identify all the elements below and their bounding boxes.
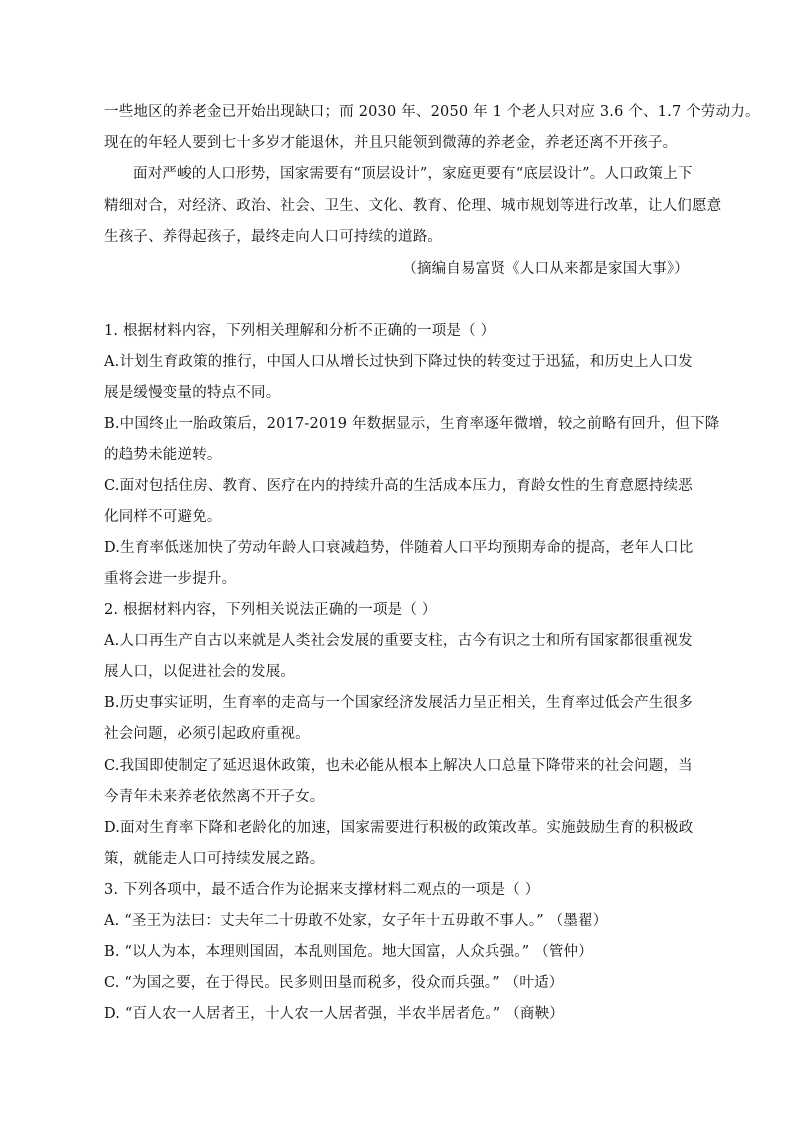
option-line: 重将会进一步提升。	[104, 571, 237, 587]
question-stem: 1. 根据材料内容，下列相关理解和分析不正确的一项是（ ）	[104, 323, 496, 339]
option-line: 的趋势未能逆转。	[104, 447, 222, 463]
passage-line: 一些地区的养老金已开始出现缺口；而 2030 年、2050 年 1 个老人只对应 3.6 个、1.7 个劳动力。	[104, 104, 760, 120]
passage-paragraph-start: 面对严峻的人口形势，国家需要有“顶层设计”，家庭更要有“底层设计”。人口政策上下	[133, 166, 693, 182]
option-line: 今青年未来养老依然离不开子女。	[104, 789, 325, 805]
option-line: C.我国即使制定了延迟退休政策，也未必能从根本上解决人口总量下降带来的社会问题，当	[104, 758, 693, 774]
option-line: 展是缓慢变量的特点不同。	[104, 385, 281, 401]
option-line: A.计划生育政策的推行，中国人口从增长过快到下降过快的转变过于迅猛，和历史上人口发	[104, 354, 693, 370]
option-line: 社会问题，必须引起政府重视。	[104, 726, 310, 742]
passage-line: 精细对合，对经济、政治、社会、卫生、文化、教育、伦理、城市规划等进行改革，让人们愿意	[104, 198, 722, 214]
question-stem: 3. 下列各项中，最不适合作为论据来支撑材料二观点的一项是（ ）	[104, 882, 540, 898]
option-line: B. “以人为本，本理则国固，本乱则国危。地大国富，人众兵强。” （管仲）	[104, 944, 593, 960]
option-line: 展人口，以促进社会的发展。	[104, 664, 296, 680]
option-line: 化同样不可避免。	[104, 509, 222, 525]
passage-line: 现在的年轻人要到七十多岁才能退休，并且只能领到微薄的养老金，养老还离不开孩子。	[104, 135, 678, 151]
option-line: A. “圣王为法曰：丈夫年二十毋敢不处家，女子年十五毋敢不事人。” （墨翟）	[104, 913, 608, 929]
option-line: C. “为国之要，在于得民。民多则田垦而税多，役众而兵强。” （叶适）	[104, 975, 564, 991]
option-line: 策，就能走人口可持续发展之路。	[104, 851, 325, 867]
option-line: C.面对包括住房、教育、医疗在内的持续升高的生活成本压力，育龄女性的生育意愿持续恶	[104, 478, 693, 494]
option-line: A.人口再生产自古以来就是人类社会发展的重要支柱，古今有识之士和所有国家都很重视发	[104, 633, 693, 649]
option-line: B.中国终止一胎政策后，2017-2019 年数据显示，生育率逐年微增，较之前略有回升，但下降	[104, 416, 720, 432]
passage-source: （摘编自易富贤《人口从来都是家国大事》）	[402, 261, 689, 277]
question-stem: 2. 根据材料内容，下列相关说法正确的一项是（ ）	[104, 602, 437, 618]
option-line: D.生育率低迷加快了劳动年龄人口衰减趋势，伴随着人口平均预期寿命的提高，老年人口比	[104, 540, 694, 556]
passage-line: 生孩子、养得起孩子，最终走向人口可持续的道路。	[104, 229, 443, 245]
option-line: D. “百人农一人居者王，十人农一人居者强，半农半居者危。” （商鞅）	[104, 1006, 565, 1022]
option-line: B.历史事实证明，生育率的走高与一个国家经济发展活力呈正相关，生育率过低会产生很多	[104, 695, 693, 711]
option-line: D.面对生育率下降和老龄化的加速，国家需要进行积极的政策改革。实施鼓励生育的积极政	[104, 820, 694, 836]
